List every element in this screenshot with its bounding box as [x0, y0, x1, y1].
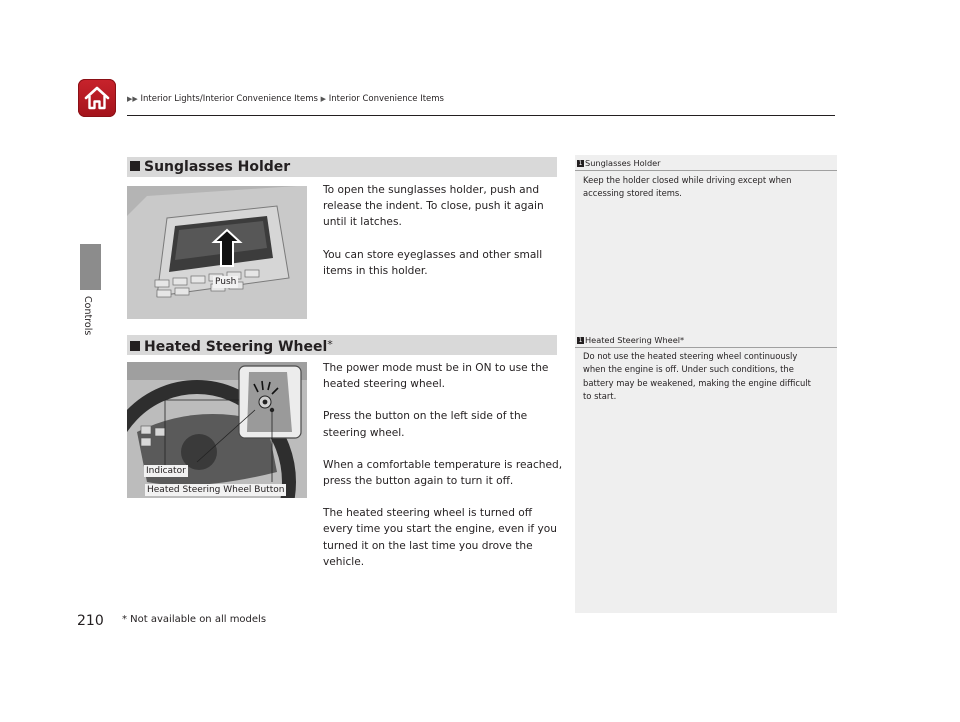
home-icon [78, 79, 116, 117]
sunglasses-holder-body [323, 182, 563, 295]
note-divider [575, 170, 837, 171]
breadcrumb [127, 94, 444, 104]
note-divider [575, 347, 837, 348]
sunglasses-holder-illustration [127, 186, 307, 319]
body-paragraph: To open the sunglasses holder, push and release the indent. To close, push it again until it latches. [323, 184, 544, 229]
heated-steering-wheel-figure [127, 362, 307, 498]
square-bullet-icon [130, 341, 140, 351]
breadcrumb-item-2[interactable]: Interior Convenience Items [328, 94, 444, 104]
header-divider [127, 115, 835, 116]
heated-wheel-button-callout: Heated Steering Wheel Button [147, 485, 285, 495]
availability-asterisk: * [680, 335, 685, 345]
body-paragraph: The power mode must be in ON to use the heated steering wheel. [323, 362, 549, 391]
body-paragraph: When a comfortable temperature is reached, press the button again to turn it off. [323, 458, 563, 488]
footnote: * Not available on all models [122, 614, 267, 625]
steering-wheel-illustration [127, 362, 307, 498]
indicator-callout: Indicator [146, 466, 186, 476]
note-text-sunglasses-holder: Keep the holder closed while driving except when accessing stored items. [583, 175, 792, 199]
note-title-text: Heated Steering Wheel [585, 335, 681, 345]
square-bullet-icon [130, 161, 140, 171]
note-title-sunglasses-holder [577, 158, 661, 168]
section-heading-sunglasses-holder [127, 157, 557, 177]
breadcrumb-arrow-icon: ▶▶ [127, 95, 138, 103]
note-number-badge: 1 [578, 337, 583, 344]
note-title-text: Sunglasses Holder [585, 158, 661, 168]
body-paragraph: Press the button on the left side of the steering wheel. [323, 410, 528, 439]
availability-asterisk: * [327, 338, 333, 351]
page-number: 210 [77, 613, 104, 629]
body-paragraph: You can store eyeglasses and other small items in this holder. [323, 248, 543, 277]
body-paragraph: The heated steering wheel is turned off every time you start the engine, even if you turned it on the last time you drove the vehicle. [323, 507, 557, 568]
chapter-tab[interactable] [80, 244, 101, 290]
note-text-heated-steering-wheel: Do not use the heated steering wheel continuously when the engine is off. Under such conditions, the battery may be weakened, making the engine difficult to start. [583, 351, 811, 401]
section-heading-heated-steering-wheel [127, 335, 557, 355]
note-title-heated-steering-wheel [577, 335, 684, 345]
heated-steering-wheel-body [323, 360, 563, 586]
push-callout: Push [215, 277, 237, 287]
chapter-tab-label: Controls [82, 296, 93, 336]
sunglasses-holder-figure [127, 186, 307, 319]
section-title: Heated Steering Wheel [144, 339, 328, 355]
breadcrumb-arrow-icon: ▶ [320, 95, 327, 103]
home-button[interactable] [78, 79, 116, 117]
note-number-badge: 1 [578, 160, 583, 167]
breadcrumb-item-1[interactable]: Interior Lights/Interior Convenience Items [140, 94, 318, 104]
section-title: Sunglasses Holder [144, 159, 291, 175]
